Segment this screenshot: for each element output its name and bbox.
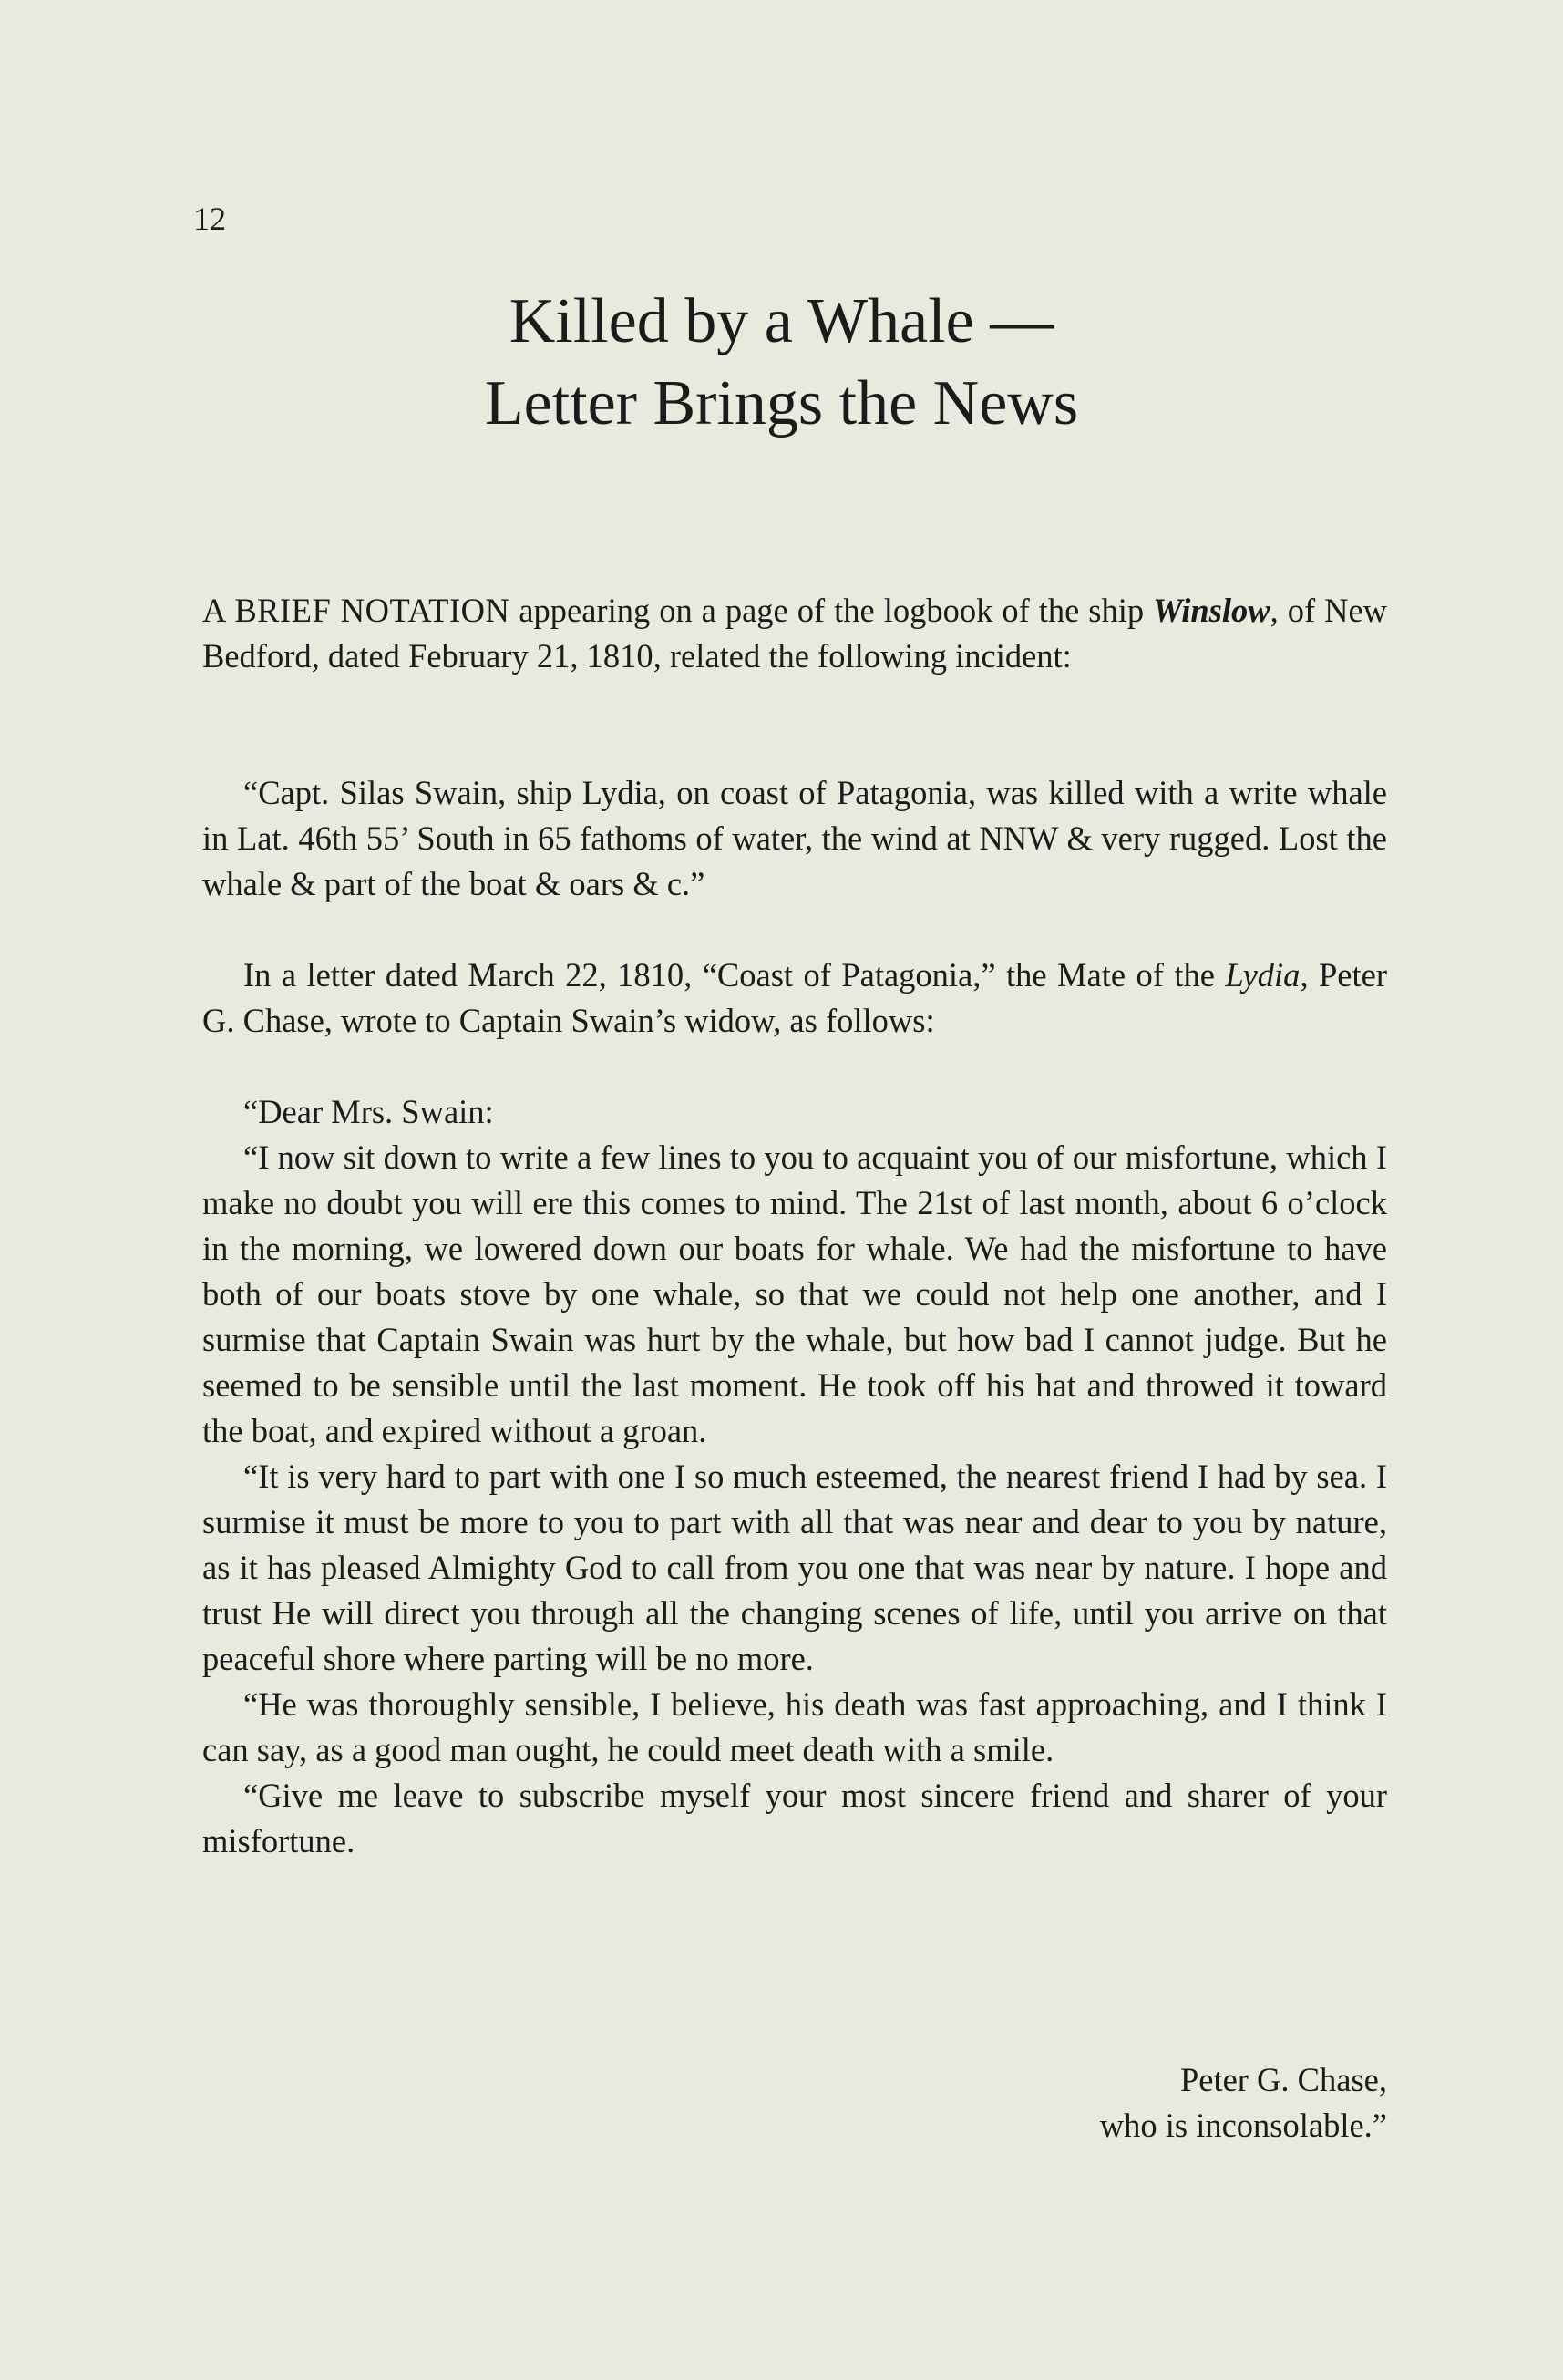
- article-title: [0, 281, 1563, 445]
- signature-name: Peter G. Chase,: [1179, 2061, 1387, 2098]
- letter-signature: [1100, 2057, 1387, 2148]
- letter-paragraph-3: “He was thoroughly sensible, I believe, his death was fast approaching, and I think I can say, as a good man ought, he could meet death with a smile.: [202, 1685, 1387, 1768]
- intro-paragraph: [202, 588, 1387, 679]
- letter-intro-text-1: In a letter dated March 22, 1810, “Coast of Patagonia,” the Mate of the: [243, 956, 1226, 994]
- log-quote: [202, 770, 1387, 907]
- intro-text-2: , of New Bedford, dated February 21, 1810, related the following incident:: [202, 592, 1388, 675]
- signature-note: who is inconsolable.”: [1099, 2107, 1387, 2144]
- letter-salutation: “Dear Mrs. Swain:: [243, 1093, 494, 1130]
- intro-lead: A BRIEF NOTATION: [202, 592, 510, 629]
- letter-paragraph-2: “It is very hard to part with one I so much esteemed, the nearest friend I had by sea. I surmise it must be more to you to part with all that was near and dear to you by nature, as it has pleased Almighty God to call from you one that was near by nature. I hope and trust He will direct you through all the changing scenes of life, until you arrive on that peaceful shore where parting will be no more.: [202, 1458, 1387, 1677]
- log-quote-text: “Capt. Silas Swain, ship Lydia, on coast of Patagonia, was killed with a write whale in Lat. 46th 55’ South in 65 fathoms of water, the wind at NNW & very rugged. Lost the whale & part of the boat & oars & c.”: [202, 774, 1387, 902]
- letter-paragraph-4: “Give me leave to subscribe myself your most sincere friend and sharer of your misfortune.: [202, 1777, 1387, 1860]
- intro-text-1: appearing on a page of the logbook of the ship: [509, 592, 1154, 629]
- title-line-1: Killed by a Whale —: [509, 286, 1054, 356]
- ship-name-winslow: Winslow: [1153, 592, 1270, 629]
- ship-name-lydia: Lydia: [1225, 956, 1301, 994]
- letter-paragraph-1: “I now sit down to write a few lines to you to acquaint you of our misfortune, which I make no doubt you will ere this comes to mind. The 21st of last month, about 6 o’clock in the morning, we lowered down our boats for whale. We had the misfortune to have both of our boats stove by one whale, so that we could not help one another, and I surmise that Captain Swain was hurt by the whale, but how bad I cannot judge. But he seemed to be sensible until the last moment. He took off his hat and throwed it toward the boat, and expired without a groan.: [202, 1138, 1387, 1449]
- letter-intro-text-2: , Peter G. Chase, wrote to Captain Swain’s widow, as follows:: [202, 956, 1387, 1039]
- title-line-2: Letter Brings the News: [484, 368, 1079, 438]
- letter-intro-paragraph: [202, 953, 1387, 1044]
- letter-body: [202, 1089, 1387, 1864]
- page-number: 12: [193, 201, 226, 237]
